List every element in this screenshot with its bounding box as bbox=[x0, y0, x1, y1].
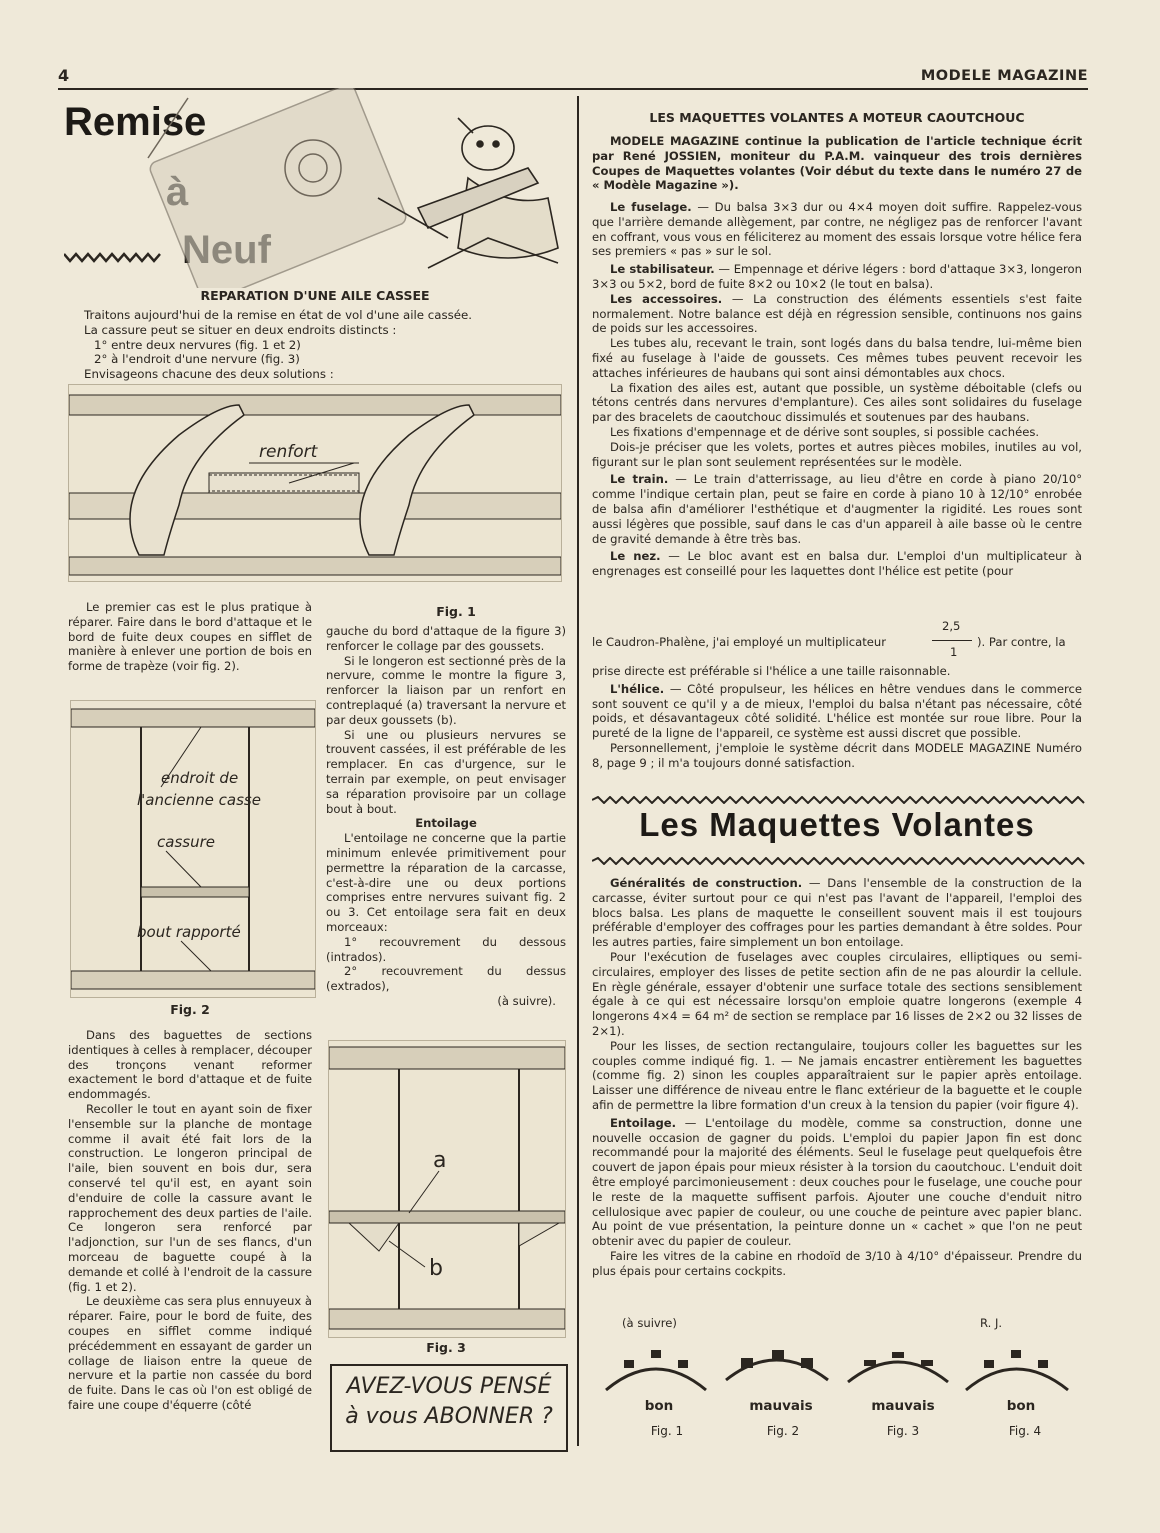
para-text: — Dans l'ensemble de la construction de la carcasse, éviter surtout pour ce qui n'est pas l'avant de l'appareil, l'emploi des blocs balsa. Les plans de maquette le conseillent souvent mais il est toujours préférable d'employer des coffrages pour les parties demandant à être soldes. Pour les autres parties, faire simplement un bon entoilage. bbox=[592, 876, 1082, 950]
fraction-line bbox=[592, 619, 1082, 661]
fig3-label-b: b bbox=[429, 1256, 443, 1281]
para-text: — Le bloc avant est en balsa dur. L'emploi d'un multiplicateur à engrenages est conseillé pour les laquettes dont l'hélice est petite (pour bbox=[592, 549, 1082, 579]
paragraph: Faire les vitres de la cabine en rhodoïd de 3/10 à 4/10° d'épaisseur. Prendre du plus épais pour certains cockpits. bbox=[592, 1248, 1082, 1278]
para-head: Les accessoires. bbox=[610, 291, 723, 306]
title-word-1: Remise bbox=[64, 100, 207, 144]
wavy-rule-bottom bbox=[592, 857, 1086, 865]
fraction-left-text: le Caudron-Phalène, j'ai employé un multiplicateur bbox=[592, 635, 887, 649]
intro-line: Envisageons chacune des deux solutions : bbox=[84, 367, 334, 382]
paragraph: Pour l'exécution de fuselages avec couples circulaires, elliptiques ou semi-circulaires, employer des lisses de petite section afin de ne pas alourdir la cellule. En règle générale, essayer d'obtenir une surface totale des sections sensiblement égale à ce qui est nécessaire lorsqu'on emploie quatre longerons (exemple 4 longerons 4×4 = 64 m² de section se remplace par 16 lisses de 2×2 ou 32 lisses de 2×1). bbox=[592, 949, 1082, 1038]
para-text: — Côté propulseur, les hélices en hêtre vendues dans le commerce sont souvent ce qu'il y a de mieux, l'emploi du balsa n'étant pas nécessaire, côté poids, et désavantageux côté solidité. L'hélice est montée sur roue libre. Pour la pureté de la ligne de l'appareil, ce système est aussi discret que possible. bbox=[592, 681, 1082, 741]
para-head: L'hélice. bbox=[610, 681, 665, 696]
fig3-label-a: a bbox=[433, 1148, 447, 1173]
para-text: — Du balsa 3×3 dur ou 4×4 moyen doit suffire. Rappelez-vous que l'arrière demande allègement, par contre, ne négligez pas de renforcer l'avant en coffrant, vous vous en féliciterez au moment des essais lorsque votre hélice fera ses premiers « pas » sur le sol. bbox=[592, 200, 1083, 259]
left-col-a-p1 bbox=[68, 600, 312, 674]
ad-line-2: à vous ABONNER ? bbox=[345, 1404, 553, 1429]
para-head: Le fuselage. bbox=[610, 200, 692, 214]
fig1-caption: Fig. 1 bbox=[436, 604, 476, 619]
para-text: — Le train d'atterrissage, au lieu d'être en corde à piano 20/10° comme l'indique certain plan, peut se faire en corde à piano 10 à 12/10° enrobée de balsa afin d'améliorer l'esthétique et d'augmenter la rigidité. Les roues sont aussi légères que possible, sauf dans le cas d'un appareil à aile basse où le centre de gravité demande à être très bas. bbox=[592, 472, 1082, 546]
paragraph: 2° recouvrement du dessus (extrados), bbox=[326, 964, 566, 994]
para-head: Entoilage. bbox=[610, 1115, 677, 1130]
paragraph: prise directe est préférable si l'hélice a une taille raisonnable. bbox=[592, 664, 951, 678]
para-head: Généralités de construction. bbox=[610, 876, 803, 890]
left-col-a-rest bbox=[68, 1028, 312, 1413]
figure-2-repair bbox=[70, 700, 316, 998]
left-intro bbox=[84, 308, 554, 382]
paragraph: gauche du bord d'attaque de la figure 3) renforcer le collage par des goussets. bbox=[326, 624, 566, 653]
mini-fig-1-label: bon bbox=[644, 1398, 674, 1414]
mini-fig-4-label: bon bbox=[1006, 1398, 1036, 1414]
paragraph: Si une ou plusieurs nervures se trouvent cassées, il est préférable de les remplacer. En cas d'urgence, sur le terrain par exemple, on peut envisager sa réparation provisoire par un collage bout à bout. bbox=[326, 727, 566, 816]
fig2-label-4: bout rapporté bbox=[137, 923, 241, 941]
fig2-label-1: endroit de bbox=[161, 769, 239, 787]
section1-title: LES MAQUETTES VOLANTES A MOTEUR CAOUTCHOUC bbox=[649, 110, 1025, 125]
paragraph: Le premier cas est le plus pratique à réparer. Faire dans le bord d'attaque et le bord de fuite deux coupes en sifflet de manière à enlever une portion de bois en forme de trapèze (voir fig. 2). bbox=[68, 600, 312, 674]
section1-body bbox=[592, 200, 1082, 579]
cartoon-illustration bbox=[128, 88, 578, 288]
paragraph: Les tubes alu, recevant le train, sont logés dans du balsa tendre, lui-même bien fixé au fuselage à l'aide de goussets. Ces mêmes tubes peuvent recevoir les attaches inférieures de haubans qui sont ainsi démontables aux chocs. bbox=[592, 336, 1082, 380]
section2-title: Les Maquettes Volantes bbox=[639, 806, 1035, 843]
entoilage-heading: Entoilage bbox=[415, 816, 477, 831]
couples-diagrams bbox=[596, 1340, 1082, 1400]
figure-3-repair bbox=[328, 1040, 566, 1338]
paragraph: 1° recouvrement du dessous (intrados). bbox=[326, 934, 566, 964]
intro-line: Traitons aujourd'hui de la remise en état de vol d'une aile cassée. bbox=[84, 308, 473, 322]
mini-fig-1-caption: Fig. 1 bbox=[650, 1424, 684, 1438]
paragraph: Dois-je préciser que les volets, portes et autres pièces mobiles, inutiles au vol, figurant sur le plan sont seulement représentées sur le modèle. bbox=[592, 439, 1082, 469]
paragraph: Recoller le tout en ayant soin de fixer l'ensemble sur la planche de montage comme il avait été fait lors de la construction. Le longeron principal de l'aile, bien souvent en bois dur, sera conservé tel qu'il est, en ayant soin d'enduire de colle la cassure avant le rapprochement des deux parties de l'aile. Ce longeron sera renforcé par l'adjonction, sur l'un de ses flancs, d'un morceau de baguette coupé à la demande et collé à l'endroit de la cassure (fig. 1 et 2). bbox=[68, 1101, 312, 1294]
figure-1-wing-repair bbox=[68, 384, 562, 582]
section1-intro bbox=[592, 134, 1082, 193]
wavy-rule-top bbox=[592, 796, 1086, 804]
para-head: Le train. bbox=[610, 472, 669, 487]
fraction-bar bbox=[932, 640, 972, 641]
left-subtitle: REPARATION D'UNE AILE CASSEE bbox=[200, 288, 430, 303]
mini-fig-3-caption: Fig. 3 bbox=[886, 1424, 920, 1438]
paragraph: Le deuxième cas sera plus ennuyeux à réparer. Faire, pour le bord de fuite, des coupes en sifflet comme indiqué précédemment en essayant de garder un collage de liaison entre la queue de nervure et la partie non cassée du bord de fuite. Dans le cas où l'on est obligé de faire une coupe d'équerre (côté bbox=[68, 1294, 312, 1412]
mini-fig-2-caption: Fig. 2 bbox=[766, 1424, 800, 1438]
subscription-ad bbox=[330, 1364, 568, 1452]
fig2-caption: Fig. 2 bbox=[170, 1002, 210, 1017]
page-header bbox=[58, 66, 1088, 90]
para-text: — La construction des éléments essentiels s'est faite normalement. Notre balance est déjà en régression sensible, continuons nos gains de poids sur les accessoires. bbox=[592, 291, 1082, 336]
fig1-label: renfort bbox=[259, 442, 318, 462]
paragraph: Pour les lisses, de section rectangulaire, toujours coller les baguettes sur les couples comme indiqué fig. 1. — Ne jamais encastrer entièrement les baguettes (comme fig. 2) sinon les couples apparaîtraient sur le papier après entoilage. Laisser une différence de niveau entre le flanc extérieur de la baguette et le couple afin de permettre la libre formation d'un creux à la tension du papier (voir figure 4). bbox=[592, 1038, 1082, 1112]
fig2-label-3: cassure bbox=[157, 833, 215, 851]
author-initials: R. J. bbox=[980, 1316, 1003, 1330]
fraction-numerator: 2,5 bbox=[942, 619, 961, 633]
paragraph: Personnellement, j'emploie le système décrit dans MODELE MAGAZINE Numéro 8, page 9 ; il m'a toujours donné satisfaction. bbox=[592, 740, 1082, 770]
right-to-be-continued: (à suivre) bbox=[622, 1316, 677, 1330]
para-head: Le stabilisateur. bbox=[610, 262, 715, 277]
mini-fig-2-label: mauvais bbox=[749, 1398, 813, 1414]
left-col-b bbox=[326, 624, 566, 1009]
fig2-label-2: l'ancienne casse bbox=[137, 791, 261, 809]
section2-body bbox=[592, 876, 1082, 1279]
section1-body-b bbox=[592, 664, 1082, 771]
intro-line: 1° entre deux nervures (fig. 1 et 2) bbox=[94, 337, 301, 352]
paragraph: L'entoilage ne concerne que la partie minimum enlevée primitivement pour permettre la réparation de la carcasse, c'est-à-dire une ou deux portions comprises entre nervures suivant fig. 2 ou 3. Cet entoilage sera fait en deux morceaux: bbox=[326, 831, 566, 934]
intro-line: La cassure peut se situer en deux endroits distincts : bbox=[84, 322, 397, 337]
paragraph: Dans des baguettes de sections identiques à celles à remplacer, découper des tronçons venant reformer exactement le bord d'attaque et de fuite endommagés. bbox=[68, 1028, 312, 1102]
para-text: — Empennage et dérive légers : bord d'attaque 3×3, longeron 3×3 ou 5×2, bord de fuite 8×2 ou 10×2 (le tout en balsa). bbox=[592, 262, 1082, 291]
fig3-caption: Fig. 3 bbox=[426, 1340, 466, 1355]
fraction-right-text: ). Par contre, la bbox=[977, 635, 1066, 649]
fraction-denominator: 1 bbox=[950, 645, 958, 659]
paragraph: Si le longeron est sectionné près de la nervure, comme le montre la figure 3, renforcer la liaison par un renfort en contreplaqué (a) traversant la nervure et par deux goussets (b). bbox=[326, 653, 566, 727]
paragraph: Les fixations d'empennage et de dérive sont souples, si possible cachées. bbox=[610, 424, 1040, 439]
para-text: — L'entoilage du modèle, comme sa construction, donne une nouvelle occasion de gagner du poids. L'emploi du papier Japon fin est donc recommandé pour la majorité des éléments. Seul le fuselage peut quelquefois être couvert de japon épais pour mieux résister à la torsion du caoutchouc. L'enduit doit être employé parcimonieusement : deux couches pour le fuselage, une couche pour le reste de la maquette suffisent parfois. Ajouter une couche d'enduit nitro cellulosique avec papier de couleur, ou une couche de peinture avec papier blanc. Au point de vue présentation, la peinture donne un « cachet » que l'on ne peut obtenir avec du papier de couleur. bbox=[592, 1115, 1082, 1249]
paragraph: La fixation des ailes est, autant que possible, un système déboitable (clefs ou tétons centrés dans nervures d'emplanture). Ces ailes sont solidaires du fuselage par des bracelets de caoutchouc dissimulés et soutenues par des haubans. bbox=[592, 380, 1082, 425]
para-head: Le nez. bbox=[610, 549, 661, 564]
ad-line-1: AVEZ-VOUS PENSÉ bbox=[346, 1374, 552, 1399]
paragraph: MODELE MAGAZINE continue la publication de l'article technique écrit par René JOSSIEN, moniteur du P.A.M. vainqueur des trois dernières Coupes de Maquettes volantes (Voir début du texte dans le numéro 27 de « Modèle Magazine »). bbox=[592, 134, 1082, 193]
magazine-name: MODELE MAGAZINE bbox=[920, 68, 1088, 84]
to-be-continued: (à suivre). bbox=[497, 993, 556, 1008]
page-number: 4 bbox=[58, 66, 70, 85]
column-divider bbox=[577, 96, 579, 1446]
mini-fig-3-label: mauvais bbox=[871, 1398, 935, 1414]
mini-fig-4-caption: Fig. 4 bbox=[1008, 1424, 1042, 1438]
intro-line: 2° à l'endroit d'une nervure (fig. 3) bbox=[94, 352, 300, 367]
